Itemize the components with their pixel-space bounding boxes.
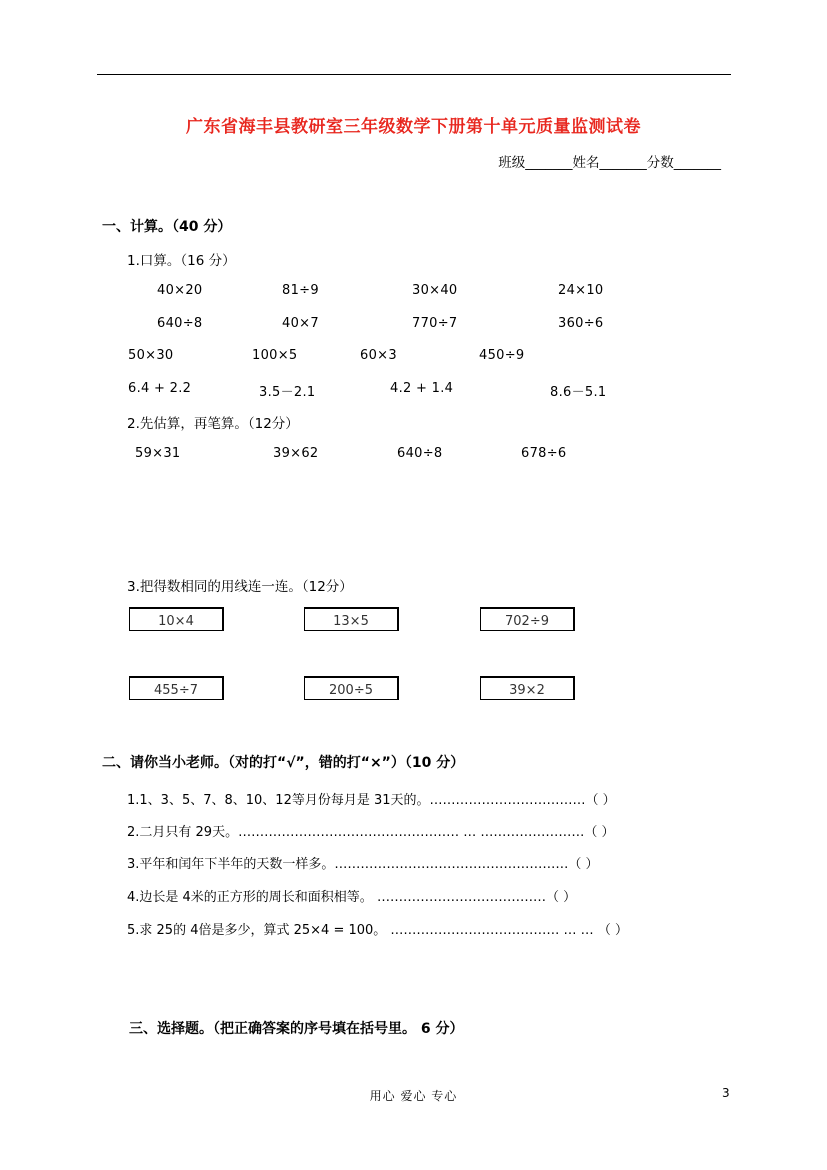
match-box-top: 702÷9 (480, 607, 575, 631)
mental-math-item: 81÷9 (282, 283, 319, 298)
part1-label: 1.口算。（16 分） (127, 253, 236, 269)
mental-math-item: 40×20 (157, 283, 203, 298)
true-false-item: 4.边长是 4米的正方形的周长和面积相等。 …………………………………（ ） (127, 890, 577, 905)
true-false-item: 3.平年和闰年下半年的天数一样多。………………………………………………（ ） (127, 857, 599, 872)
header-rule (97, 74, 731, 75)
written-calc-item: 678÷6 (521, 446, 567, 461)
mental-math-item: 450÷9 (479, 348, 525, 363)
written-calc-item: 59×31 (135, 446, 181, 461)
true-false-item: 5.求 25的 4倍是多少，算式 25×4 = 100。 ………………………………… … … （ ） (127, 923, 628, 938)
mental-math-item: 8.6－5.1 (550, 385, 607, 400)
mental-math-item: 6.4 + 2.2 (128, 381, 192, 396)
mental-math-item: 50×30 (128, 348, 174, 363)
match-box-top: 13×5 (304, 607, 399, 631)
mental-math-item: 100×5 (252, 348, 298, 363)
section2-heading: 二、请你当小老师。（对的打“√”，错的打“×”）（10 分） (102, 755, 465, 771)
true-false-item: 1.1、3、5、7、8、10、12等月份每月是 31天的。………………………………（ ） (127, 793, 616, 808)
part3-label: 3.把得数相同的用线连一连。（12分） (127, 579, 353, 595)
student-info-line: 班级_______姓名_______分数_______ (498, 155, 721, 171)
true-false-item: 2.二月只有 29天。…………………………………………… … ……………………（ ） (127, 825, 615, 840)
page-title: 广东省海丰县教研室三年级数学下册第十单元质量监测试卷 (186, 117, 641, 137)
section1-heading: 一、计算。（40 分） (102, 219, 232, 235)
mental-math-item: 40×7 (282, 316, 319, 331)
mental-math-item: 24×10 (558, 283, 604, 298)
mental-math-item: 60×3 (360, 348, 397, 363)
mental-math-item: 4.2 + 1.4 (390, 381, 454, 396)
page-number: 3 (722, 1086, 730, 1100)
written-calc-item: 640÷8 (397, 446, 443, 461)
mental-math-item: 770÷7 (412, 316, 458, 331)
match-box-bottom: 200÷5 (304, 676, 399, 700)
match-box-top: 10×4 (129, 607, 224, 631)
mental-math-item: 360÷6 (558, 316, 604, 331)
mental-math-item: 30×40 (412, 283, 458, 298)
mental-math-item: 640÷8 (157, 316, 203, 331)
mental-math-item: 3.5－2.1 (259, 385, 316, 400)
written-calc-item: 39×62 (273, 446, 319, 461)
match-box-bottom: 39×2 (480, 676, 575, 700)
part2-label: 2.先估算，再笔算。（12分） (127, 416, 299, 432)
match-box-bottom: 455÷7 (129, 676, 224, 700)
page-footer: 用心 爱心 专心 (369, 1089, 458, 1103)
section3-heading: 三、选择题。（把正确答案的序号填在括号里。 6 分） (129, 1021, 464, 1037)
